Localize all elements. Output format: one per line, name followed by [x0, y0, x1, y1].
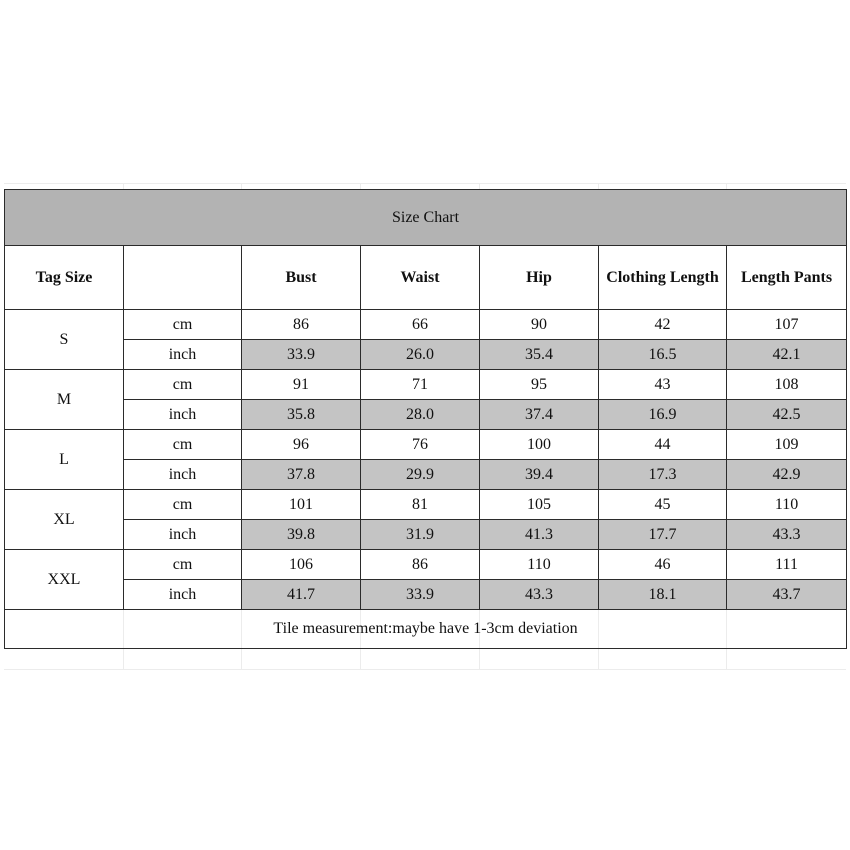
bust-inch-value: 35.8	[242, 400, 361, 430]
clothing-length-cm-value: 46	[599, 550, 727, 580]
bust-cm-value: 106	[242, 550, 361, 580]
hip-cm-value: 95	[480, 370, 599, 400]
size-chart-body	[5, 190, 847, 649]
waist-inch-value: 26.0	[361, 340, 480, 370]
size-row-cm	[5, 430, 847, 460]
length-pants-cm-value: 108	[727, 370, 847, 400]
header-waist: Waist	[361, 246, 480, 310]
sheet-gridline	[4, 183, 846, 184]
hip-cm-value: 90	[480, 310, 599, 340]
size-row-inch	[5, 460, 847, 490]
waist-inch-value: 31.9	[361, 520, 480, 550]
header-row	[5, 246, 847, 310]
waist-inch-value: 29.9	[361, 460, 480, 490]
size-row-inch	[5, 520, 847, 550]
clothing-length-cm-value: 44	[599, 430, 727, 460]
size-tag: XXL	[5, 550, 124, 610]
hip-inch-value: 43.3	[480, 580, 599, 610]
waist-cm-value: 71	[361, 370, 480, 400]
bust-cm-value: 96	[242, 430, 361, 460]
length-pants-cm-value: 107	[727, 310, 847, 340]
size-tag: S	[5, 310, 124, 370]
bust-inch-value: 39.8	[242, 520, 361, 550]
size-row-cm	[5, 370, 847, 400]
size-row-inch	[5, 580, 847, 610]
clothing-length-inch-value: 17.3	[599, 460, 727, 490]
unit-label-cm: cm	[124, 370, 242, 400]
clothing-length-inch-value: 17.7	[599, 520, 727, 550]
length-pants-inch-value: 42.5	[727, 400, 847, 430]
size-tag: M	[5, 370, 124, 430]
unit-label-inch: inch	[124, 340, 242, 370]
hip-cm-value: 110	[480, 550, 599, 580]
hip-cm-value: 100	[480, 430, 599, 460]
sheet-gridline	[4, 669, 846, 670]
waist-cm-value: 81	[361, 490, 480, 520]
clothing-length-inch-value: 16.5	[599, 340, 727, 370]
size-tag: L	[5, 430, 124, 490]
hip-cm-value: 105	[480, 490, 599, 520]
unit-label-inch: inch	[124, 580, 242, 610]
waist-cm-value: 66	[361, 310, 480, 340]
clothing-length-cm-value: 45	[599, 490, 727, 520]
length-pants-cm-value: 110	[727, 490, 847, 520]
clothing-length-cm-value: 42	[599, 310, 727, 340]
bust-inch-value: 37.8	[242, 460, 361, 490]
size-row-inch	[5, 400, 847, 430]
length-pants-inch-value: 42.1	[727, 340, 847, 370]
size-chart-table	[4, 189, 847, 649]
bust-cm-value: 91	[242, 370, 361, 400]
bust-cm-value: 86	[242, 310, 361, 340]
header-hip: Hip	[480, 246, 599, 310]
footnote: Tile measurement:maybe have 1-3cm deviation	[5, 610, 847, 649]
unit-label-cm: cm	[124, 310, 242, 340]
unit-label-cm: cm	[124, 430, 242, 460]
header-unit	[124, 246, 242, 310]
waist-cm-value: 76	[361, 430, 480, 460]
hip-inch-value: 39.4	[480, 460, 599, 490]
bust-cm-value: 101	[242, 490, 361, 520]
waist-cm-value: 86	[361, 550, 480, 580]
hip-inch-value: 41.3	[480, 520, 599, 550]
waist-inch-value: 33.9	[361, 580, 480, 610]
unit-label-cm: cm	[124, 550, 242, 580]
size-row-cm	[5, 310, 847, 340]
length-pants-inch-value: 42.9	[727, 460, 847, 490]
header-clothing-length: Clothing Length	[599, 246, 727, 310]
unit-label-inch: inch	[124, 460, 242, 490]
clothing-length-inch-value: 18.1	[599, 580, 727, 610]
unit-label-inch: inch	[124, 520, 242, 550]
chart-title: Size Chart	[5, 190, 847, 246]
bust-inch-value: 33.9	[242, 340, 361, 370]
hip-inch-value: 35.4	[480, 340, 599, 370]
length-pants-cm-value: 109	[727, 430, 847, 460]
size-tag: XL	[5, 490, 124, 550]
clothing-length-inch-value: 16.9	[599, 400, 727, 430]
header-tag-size: Tag Size	[5, 246, 124, 310]
size-row-cm	[5, 550, 847, 580]
header-length-pants: Length Pants	[727, 246, 847, 310]
unit-label-inch: inch	[124, 400, 242, 430]
title-row	[5, 190, 847, 246]
size-row-inch	[5, 340, 847, 370]
length-pants-cm-value: 111	[727, 550, 847, 580]
clothing-length-cm-value: 43	[599, 370, 727, 400]
length-pants-inch-value: 43.3	[727, 520, 847, 550]
length-pants-inch-value: 43.7	[727, 580, 847, 610]
waist-inch-value: 28.0	[361, 400, 480, 430]
unit-label-cm: cm	[124, 490, 242, 520]
bust-inch-value: 41.7	[242, 580, 361, 610]
footnote-row	[5, 610, 847, 649]
hip-inch-value: 37.4	[480, 400, 599, 430]
size-row-cm	[5, 490, 847, 520]
header-bust: Bust	[242, 246, 361, 310]
